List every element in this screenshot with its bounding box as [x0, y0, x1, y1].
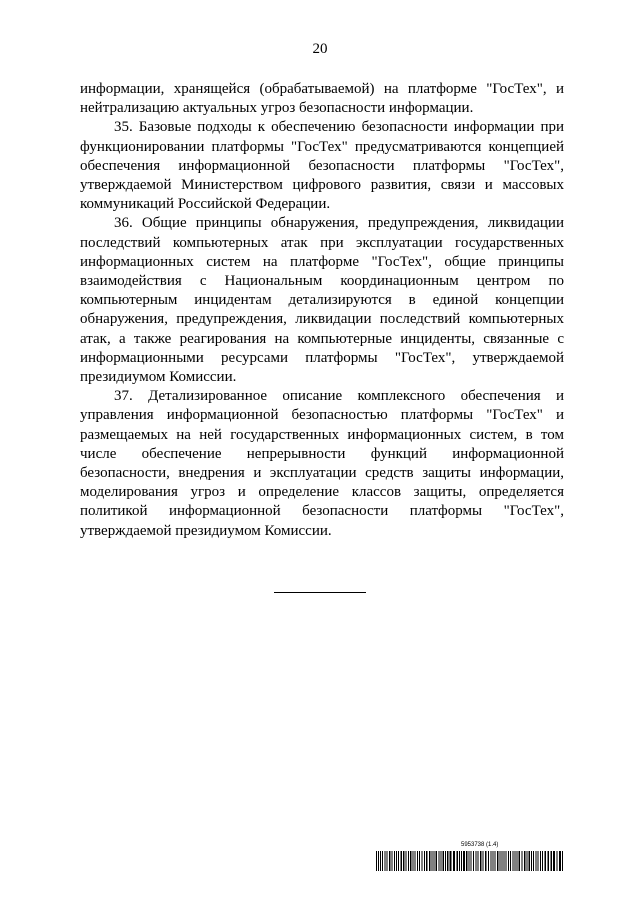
- paragraph-continuation: информации, хранящейся (обрабатываемой) на платформе "ГосТех", и нейтрализацию актуальных угроз безопасности информации.: [80, 81, 564, 117]
- paragraph-37: 37. Детализированное описание комплексного обеспечения и управления информационной безопасностью платформы "ГосТех" и размещаемых на ней государственных информационных систем, в том числе обеспечение непрерывности функций информационной безопасности, внедрения и эксплуатации средств защиты информации, моделирования угроз и определение классов защиты, определяется политикой информационной безопасности платформы "ГосТех", утверждаемой президиумом Комиссии.: [80, 388, 564, 539]
- document-code: 5953738 (1.4): [461, 842, 499, 848]
- barcode: [376, 851, 564, 871]
- end-divider: [274, 592, 366, 593]
- paragraph-35: 35. Базовые подходы к обеспечению безопасности информации при функционировании платформы "ГосТех" предусматриваются концепцией обеспечения информационной безопасности платформы "ГосТех", утверждаемой Министерством цифрового развития, связи и массовых коммуникаций Российской Федерации.: [80, 119, 564, 213]
- page-number: 20: [312, 41, 328, 57]
- paragraph-36: 36. Общие принципы обнаружения, предупреждения, ликвидации последствий компьютерных атак при эксплуатации государственных информационных систем на платформе "ГосТех", общие принципы взаимодействия с Национальным координационным центром по компьютерным инцидентам детализируются в единой концепции обнаружения, предупреждения, ликвидации последствий компьютерных атак, а также реагирования на компьютерные инциденты, связанные с информационными ресурсами платформы "ГосТех", утверждаемой президиумом Комиссии.: [80, 215, 564, 386]
- document-body: [80, 80, 564, 541]
